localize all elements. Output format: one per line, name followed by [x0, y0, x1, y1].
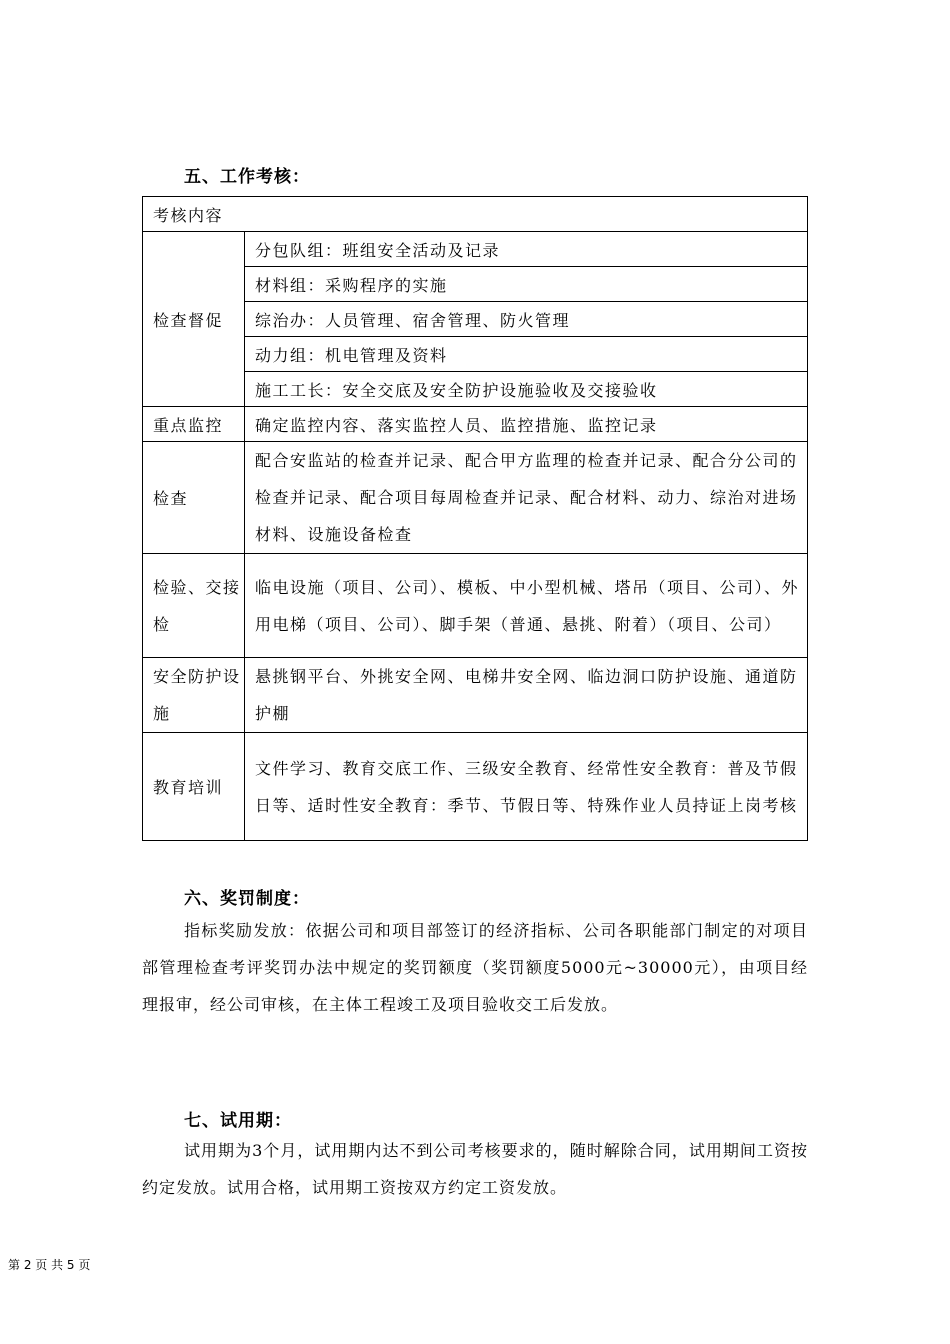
content-cell: 临电设施（项目、公司）、模板、中小型机械、塔吊（项目、公司）、外用电梯（项目、公司）、脚手架（普通、悬挑、附着）（项目、公司） — [245, 554, 808, 658]
check-item-cell: 材料组：采购程序的实施 — [245, 267, 808, 302]
check-item-cell: 动力组：机电管理及资料 — [245, 337, 808, 372]
page-footer: 第 2 页 共 5 页 — [8, 1258, 91, 1272]
section-5-heading: 五、工作考核： — [184, 167, 310, 187]
table-row — [143, 232, 808, 267]
table-header-row — [143, 197, 808, 232]
table-row — [143, 407, 808, 442]
check-item-cell: 施工工长：安全交底及安全防护设施验收及交接验收 — [245, 372, 808, 407]
content-cell: 文件学习、教育交底工作、三级安全教育、经常性安全教育：普及节假日等、适时性安全教育：季节、节假日等、特殊作业人员持证上岗考核 — [245, 733, 808, 841]
table-row — [143, 658, 808, 733]
check-item-cell: 分包队组：班组安全活动及记录 — [245, 232, 808, 267]
reward-paragraph: 指标奖励发放：依据公司和项目部签订的经济指标、公司各职能部门制定的对项目部管理检查考评奖罚办法中规定的奖罚额度（奖罚额度5000元~30000元），由项目经理报审，经公司审核，在主体工程竣工及项目验收交工后发放。 — [142, 921, 808, 1014]
content-cell: 悬挑钢平台、外挑安全网、电梯井安全网、临边洞口防护设施、通道防护棚 — [245, 658, 808, 733]
table-row — [143, 733, 808, 841]
table-header-cell: 考核内容 — [143, 197, 808, 232]
check-item-cell: 综治办：人员管理、宿舍管理、防火管理 — [245, 302, 808, 337]
probation-paragraph: 试用期为3个月，试用期内达不到公司考核要求的，随时解除合同，试用期间工资按约定发放。试用合格，试用期工资按双方约定工资发放。 — [142, 1141, 808, 1197]
section-7-body — [142, 1132, 808, 1206]
category-cell: 检查督促 — [143, 232, 245, 407]
category-cell: 教育培训 — [143, 733, 245, 841]
section-7-heading: 七、试用期： — [184, 1111, 292, 1131]
category-cell: 安全防护设施 — [143, 658, 245, 733]
table-row — [143, 442, 808, 554]
section-6-body — [142, 912, 808, 1023]
category-cell: 重点监控 — [143, 407, 245, 442]
assessment-table — [142, 196, 808, 841]
category-cell: 检验、交接检 — [143, 554, 245, 658]
content-cell: 配合安监站的检查并记录、配合甲方监理的检查并记录、配合分公司的检查并记录、配合项目每周检查并记录、配合材料、动力、综治对进场材料、设施设备检查 — [245, 442, 808, 554]
table-row — [143, 554, 808, 658]
section-6-heading: 六、奖罚制度： — [184, 889, 310, 909]
content-cell: 确定监控内容、落实监控人员、监控措施、监控记录 — [245, 407, 808, 442]
category-cell: 检查 — [143, 442, 245, 554]
